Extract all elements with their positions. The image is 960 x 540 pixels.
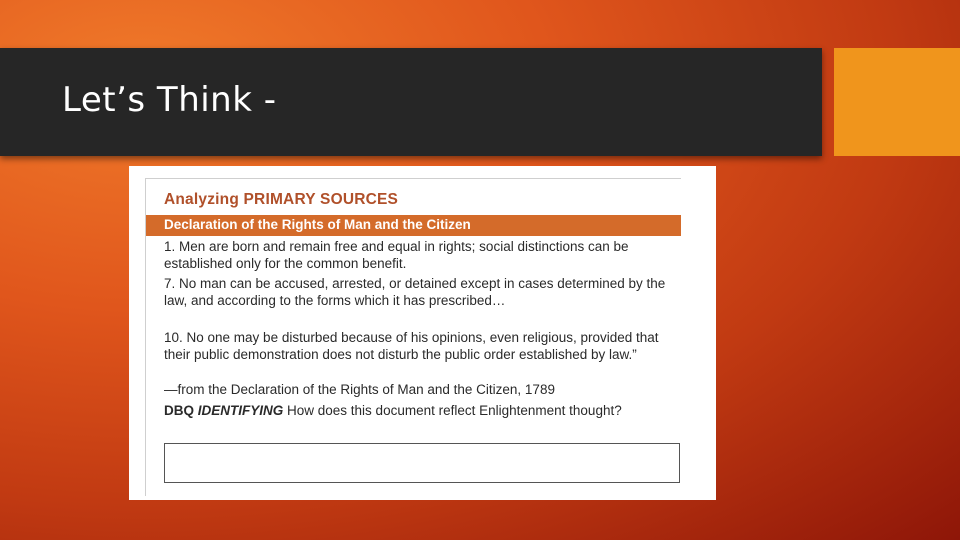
source-title-bar [146,215,681,236]
primary-source-document [129,166,716,500]
article-7: 7. No man can be accused, arrested, or detained except in cases determined by the law, and according to the forms which it has prescribed… [164,276,666,308]
article-10: 10. No one may be disturbed because of his opinions, even religious, provided that their public demonstration does not disturb the public order established by law.” [164,330,659,362]
dbq-label-italic: IDENTIFYING [197,403,284,418]
accent-square [834,48,960,156]
dbq-question [164,403,684,420]
source-title: Declaration of the Rights of Man and the Citizen [164,217,471,232]
dbq-label: DBQ [164,403,198,418]
dbq-question-text: How does this document reflect Enlightenment thought? [283,403,622,418]
document-frame [145,178,681,496]
article-1: 1. Men are born and remain free and equal in rights; social distinctions can be established only for the common benefit. [164,239,629,271]
slide-title: Let’s Think - [62,80,277,120]
document-heading: Analyzing PRIMARY SOURCES [164,191,399,208]
answer-box[interactable] [164,443,680,483]
citation: —from the Declaration of the Rights of Man and the Citizen, 1789 [164,382,555,397]
